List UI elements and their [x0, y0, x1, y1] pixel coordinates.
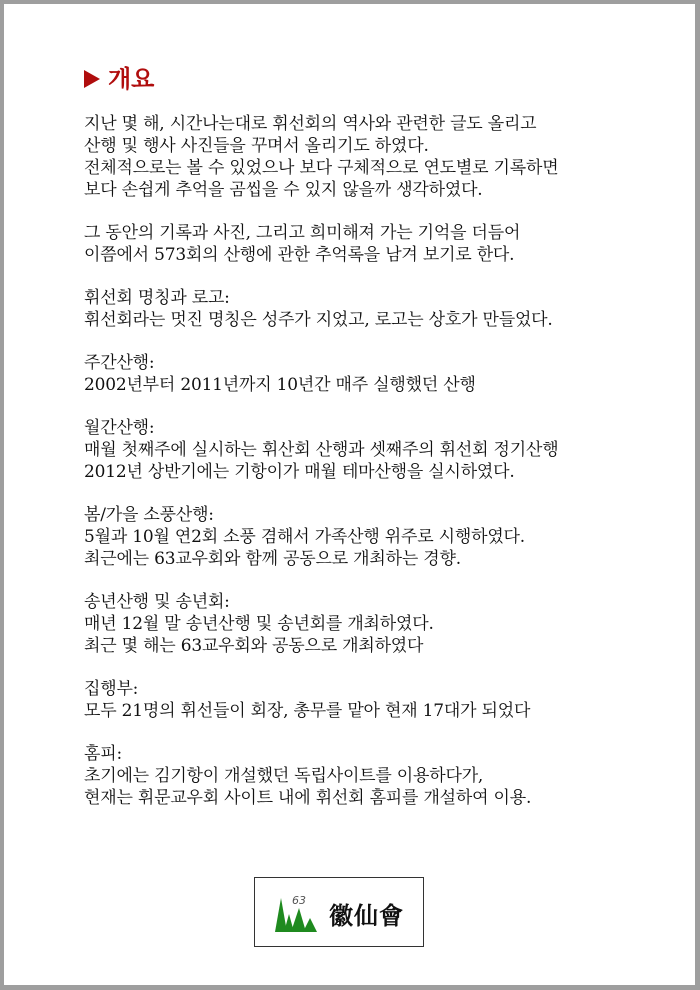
text-line: 보다 손쉽게 추억을 곰씹을 수 있지 않을까 생각하였다.	[84, 180, 483, 200]
section-homepage	[84, 743, 684, 809]
text-line: 2012년 상반기에는 기항이가 매월 테마산행을 실시하였다.	[84, 462, 515, 482]
svg-text:63: 63	[292, 894, 306, 907]
text-line: 전체적으로는 볼 수 있었으나 보다 구체적으로 연도별로 기록하면	[84, 158, 559, 178]
document-page	[4, 4, 695, 985]
section-weekly-hike	[84, 352, 684, 396]
heading-title: 개요	[108, 64, 155, 93]
section-name-and-logo	[84, 287, 684, 331]
section-yearend-hike	[84, 591, 684, 657]
triangle-right-icon	[84, 70, 100, 88]
text-line: 최근에는 63교우회와 함께 공동으로 개최하는 경향.	[84, 549, 461, 569]
document-body	[84, 113, 684, 830]
section-spring-fall-hike	[84, 504, 684, 570]
section-title: 주간산행:	[84, 353, 155, 373]
section-heading	[84, 64, 154, 94]
text-line: 매월 첫째주에 실시하는 휘산회 산행과 셋째주의 휘선회 정기산행	[84, 440, 559, 460]
section-title: 집행부:	[84, 679, 139, 699]
text-line: 초기에는 김기항이 개설했던 독립사이트를 이용하다가,	[84, 766, 484, 786]
text-line: 이쯤에서 573회의 산행에 관한 추억록을 남겨 보기로 한다.	[84, 245, 515, 265]
section-title: 봄/가을 소풍산행:	[84, 505, 214, 525]
intro-paragraph	[84, 113, 684, 201]
text-line: 매년 12월 말 송년산행 및 송년회를 개최하였다.	[84, 614, 434, 634]
text-line: 지난 몇 해, 시간나는대로 휘선회의 역사와 관련한 글도 올리고	[84, 114, 537, 134]
text-line: 그 동안의 기록과 사진, 그리고 희미해져 가는 기억을 더듬어	[84, 223, 521, 243]
text-line: 2002년부터 2011년까지 10년간 매주 실행했던 산행	[84, 375, 476, 395]
mountain-peaks-icon	[275, 892, 327, 934]
section-title: 휘선회 명칭과 로고:	[84, 288, 230, 308]
text-line: 산행 및 행사 사진들을 꾸며서 올리기도 하였다.	[84, 136, 429, 156]
text-line: 모두 21명의 휘선들이 회장, 총무를 맡아 현재 17대가 되었다	[84, 701, 531, 721]
text-line: 최근 몇 해는 63교우회와 공동으로 개최하였다	[84, 636, 424, 656]
section-title: 월간산행:	[84, 418, 155, 438]
section-title: 송년산행 및 송년회:	[84, 592, 230, 612]
intro-paragraph-2	[84, 222, 684, 266]
logo-text: 徽仙會	[329, 901, 404, 930]
club-logo	[254, 877, 424, 947]
section-executives	[84, 678, 684, 722]
text-line: 5월과 10월 연2회 소풍 겸해서 가족산행 위주로 시행하였다.	[84, 527, 525, 547]
text-line: 현재는 휘문교우회 사이트 내에 휘선회 홈피를 개설하여 이용.	[84, 788, 532, 808]
section-title: 홈피:	[84, 744, 122, 764]
text-line: 휘선회라는 멋진 명칭은 성주가 지었고, 로고는 상호가 만들었다.	[84, 310, 553, 330]
section-monthly-hike	[84, 417, 684, 483]
